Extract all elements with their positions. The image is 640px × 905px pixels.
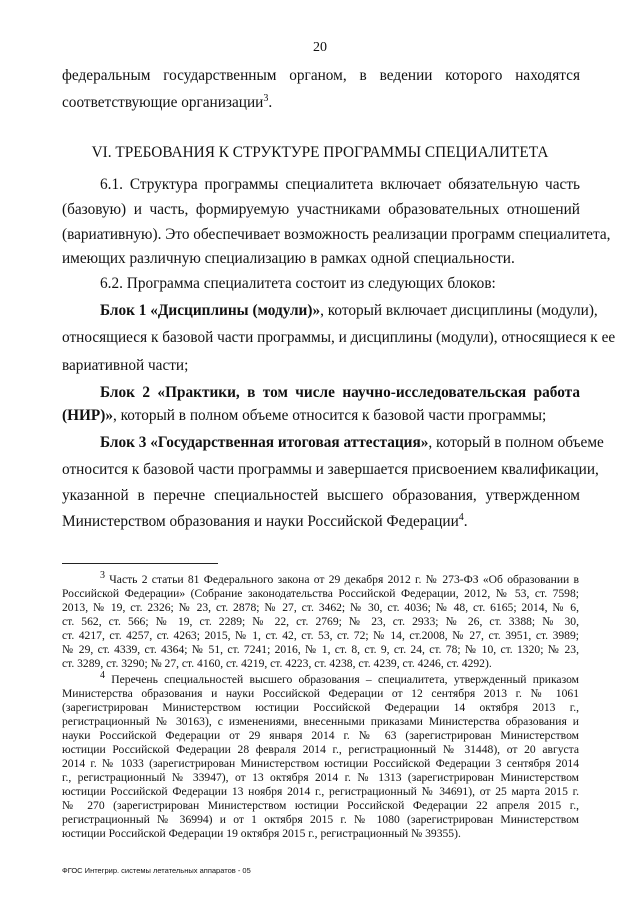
footnote-line: г., регистрационный № 33947), от 13 октября 2014 г. № 1313 (зарегистрирован Министерством — [62, 771, 579, 784]
block3-line: Блок 3 «Государственная итоговая аттестация», который в полном объеме — [100, 434, 604, 451]
body-line: (НИР)», который в полном объеме относится к базовой части программы; — [62, 407, 547, 424]
footnote-line: $^3$ Часть 2 статьи 81 Федерального закона от 29 декабря 2012 г. № 273-ФЗ «Об образовании в — [100, 570, 579, 586]
footnote-line: ст. 4217, ст. 4257, ст. 4263; 2015, № 1, ст. 42, ст. 53, ст. 72; № 14, ст.2008, № 27, ст. 3951, ст. 3989; — [62, 629, 579, 642]
body-line: относящиеся к базовой части программы, и дисциплины (модули), относящиеся к ее — [62, 329, 616, 346]
footnote-line: юстиции Российской Федерации 28 февраля 2014 г., регистрационный № 31448), от 20 августа — [62, 743, 579, 756]
footnote-line: № 270 (зарегистрирован Министерством юстиции Российской Федерации 22 апреля 2015 г., — [62, 799, 579, 812]
section-heading: VI. ТРЕБОВАНИЯ К СТРУКТУРЕ ПРОГРАММЫ СПЕЦИАЛИТЕТА — [91, 144, 549, 161]
footnote-line: $^4$ Перечень специальностей высшего образования – специалитета, утвержденный приказом — [100, 670, 579, 686]
footnote-line: Российской Федерации» (Собрание законодательства Российской Федерации, 2012, № 53, ст. 7598; — [62, 587, 579, 600]
footnote-ref: 4 — [458, 511, 464, 523]
footnote-line: (зарегистрирован Министерством юстиции Российской Федерации 14 октября 2013 г., — [62, 701, 579, 714]
footnote-line: регистрационный № 36994) и от 1 октября 2015 г. № 1080 (зарегистрирован Министерством — [62, 813, 579, 826]
footnote-line: 2014 г. № 1033 (зарегистрирован Министерством юстиции Российской Федерации 3 сентября 2014 — [62, 757, 579, 770]
footnote-ref: 3 — [263, 92, 269, 104]
footnote-line: Министерства образования и науки Российской Федерации от 12 сентября 2013 г. № 1061 — [62, 687, 579, 700]
body-line: федеральным государственным органом, в ведении которого находятся — [62, 67, 580, 84]
body-line: Министерством образования и науки Российской Федерации$^4$. — [62, 511, 468, 530]
body-line: имеющих различную специализацию в рамках одной специальности. — [62, 250, 515, 267]
body-line: относится к базовой части программы и завершается присвоением квалификации, — [62, 461, 599, 478]
body-line: (базовую) и часть, формируемую участниками образовательных отношений — [62, 201, 580, 218]
footnote-line: № 29, ст. 4339, ст. 4364; № 51, ст. 7241; 2016, № 1, ст. 8, ст. 9, ст. 24, ст. 78; № 10, ст. 1320; № 23, — [62, 643, 579, 656]
body-line: 6.1. Структура программы специалитета включает обязательную часть — [100, 176, 580, 193]
body-line: соответствующие организации$^3$. — [62, 92, 273, 111]
body-line: (вариативную). Это обеспечивает возможность реализации программ специалитета, — [62, 226, 611, 243]
block1-line: Блок 1 «Дисциплины (модули)», который включает дисциплины (модули), — [100, 302, 598, 319]
footnote-line: регистрационный № 30163), с изменениями, внесенными приказами Министерства образования и — [62, 715, 579, 728]
footnote-line: ст. 562, ст. 566; № 19, ст. 2289; № 22, ст. 2769; № 23, ст. 2933; № 26, ст. 3388; № 30, — [62, 615, 579, 628]
footnote-line: 2013, № 19, ст. 2326; № 23, ст. 2878; № 27, ст. 3462; № 30, ст. 4036; № 48, ст. 6165; 2014, № 6, — [62, 601, 579, 614]
body-line: указанной в перечне специальностей высшего образования, утвержденном — [62, 487, 580, 504]
footnote-line: юстиции Российской Федерации 13 ноября 2014 г., регистрационный № 34691), от 25 марта 2015 г. — [62, 785, 579, 798]
footnote-separator — [62, 563, 218, 564]
footnote-line: ст. 3289, ст. 3290; № 27, ст. 4160, ст. 4219, ст. 4223, ст. 4238, ст. 4239, ст. 4246, ст. 4292). — [62, 657, 492, 670]
block2-line: Блок 2 «Практики, в том числе научно-исследовательская работа — [100, 384, 580, 401]
footnote-line: науки Российской Федерации от 29 января 2014 г. № 63 (зарегистрирован Министерством — [62, 729, 579, 742]
body-line: 6.2. Программа специалитета состоит из следующих блоков: — [100, 275, 496, 292]
footnote-line: юстиции Российской Федерации 19 октября 2015 г., регистрационный № 39355). — [62, 827, 461, 840]
body-line: вариативной части; — [62, 357, 189, 374]
document-footer: ФГОС Интегрир. системы летательных аппаратов - 05 — [62, 866, 251, 875]
page-number: 20 — [313, 40, 327, 55]
